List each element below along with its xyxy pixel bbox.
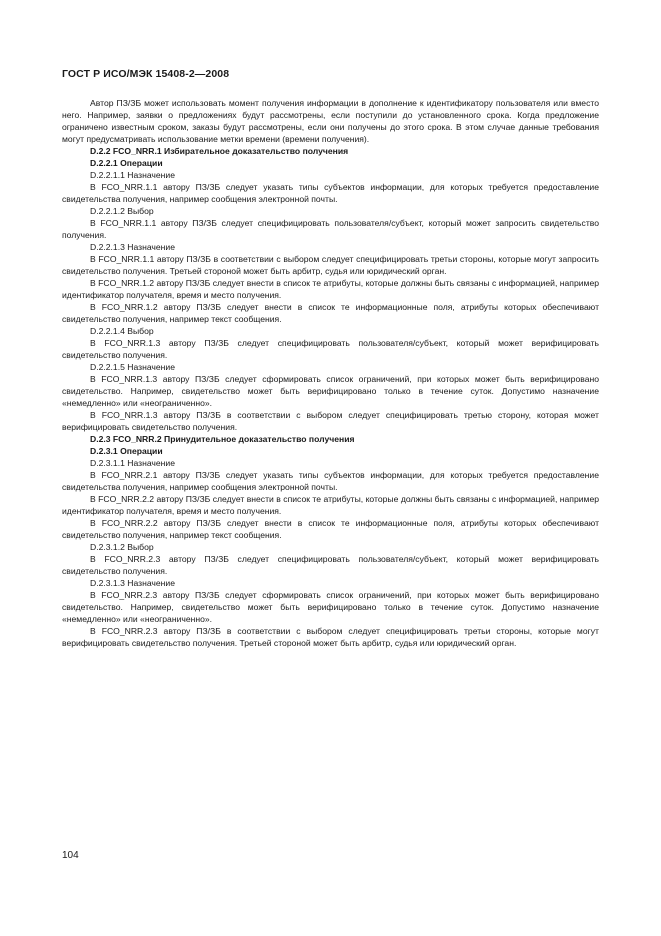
paragraph-intro: Автор ПЗ/ЗБ может использовать момент получения информации в дополнение к идентификатору пользователя или вместо него. Например, заявки о предложениях будут рассмотрены, если поступили до установленного срока. Когда предложение ограничено известным сроком, заказы будут рассмотрены, если они получены до этого срока. В этом случае данные требования могут предусматривать использование метки времени (времени получения). [62, 98, 599, 144]
paragraph: В FCO_NRR.1.1 автору ПЗ/ЗБ следует специфицировать пользователя/субъект, который может запросить свидетельство получения. [62, 218, 599, 240]
paragraph: В FCO_NRR.2.2 автору ПЗ/ЗБ следует внести в список те атрибуты, которые должны быть связаны с информацией, например идентификатор получателя, время и место получения. [62, 494, 599, 516]
item-heading-d-2-2-1-1: D.2.2.1.1 Назначение [90, 170, 176, 180]
paragraph: В FCO_NRR.1.1 автору ПЗ/ЗБ следует указать типы субъектов информации, для которых требуется предоставление свидетельства получения, например сообщения электронной почты. [62, 182, 599, 204]
item-heading-d-2-3-1-1: D.2.3.1.1 Назначение [90, 458, 176, 468]
paragraph: В FCO_NRR.2.3 автору ПЗ/ЗБ следует специфицировать пользователя/субъект, который может верифицировать свидетельство получения. [62, 554, 599, 576]
document-body [62, 97, 599, 649]
paragraph: В FCO_NRR.1.2 автору ПЗ/ЗБ следует внести в список те атрибуты, которые должны быть связаны с информацией, например идентификатор получателя, время и место получения. [62, 278, 599, 300]
subsection-heading-d-2-3-1: D.2.3.1 Операции [90, 446, 163, 456]
paragraph: В FCO_NRR.2.3 автору ПЗ/ЗБ в соответствии с выбором следует специфицировать третьи стороны, которые могут верифицировать свидетельство получения. Третьей стороной может быть арбитр, судья или юридический орган. [62, 626, 599, 648]
item-heading-d-2-2-1-5: D.2.2.1.5 Назначение [90, 362, 176, 372]
item-heading-d-2-2-1-3: D.2.2.1.3 Назначение [90, 242, 176, 252]
section-heading-d-2-2: D.2.2 FCO_NRR.1 Избирательное доказательство получения [90, 146, 349, 156]
paragraph: В FCO_NRR.2.1 автору ПЗ/ЗБ следует указать типы субъектов информации, для которых требуется предоставление свидетельства получения, например сообщения электронной почты. [62, 470, 599, 492]
item-heading-d-2-3-1-3: D.2.3.1.3 Назначение [90, 578, 176, 588]
page-number: 104 [62, 850, 79, 861]
paragraph: В FCO_NRR.2.2 автору ПЗ/ЗБ следует внести в список те информационные поля, атрибуты которых обеспечивают свидетельство получения, например текст сообщения. [62, 518, 599, 540]
item-heading-d-2-2-1-2: D.2.2.1.2 Выбор [90, 206, 154, 216]
paragraph: В FCO_NRR.1.3 автору ПЗ/ЗБ в соответствии с выбором следует специфицировать третью сторону, которая может верифицировать свидетельство получения. [62, 410, 599, 432]
section-heading-d-2-3: D.2.3 FCO_NRR.2 Принудительное доказательство получения [90, 434, 355, 444]
paragraph: В FCO_NRR.1.3 автору ПЗ/ЗБ следует специфицировать пользователя/субъект, который может верифицировать свидетельство получения. [62, 338, 599, 360]
paragraph: В FCO_NRR.1.1 автору ПЗ/ЗБ в соответствии с выбором следует специфицировать третьи стороны, которые могут запросить свидетельство получения. Третьей стороной может быть арбитр, судья или юридический орган. [62, 254, 599, 276]
paragraph: В FCO_NRR.2.3 автору ПЗ/ЗБ следует сформировать список ограничений, при которых может быть верифицировано свидетельство. Например, свидетельство может быть верифицировано только в течение суток. Допустимо назначение «немедленно» или «неограниченно». [62, 590, 599, 624]
subsection-heading-d-2-2-1: D.2.2.1 Операции [90, 158, 163, 168]
item-heading-d-2-2-1-4: D.2.2.1.4 Выбор [90, 326, 154, 336]
paragraph: В FCO_NRR.1.2 автору ПЗ/ЗБ следует внести в список те информационные поля, атрибуты которых обеспечивают свидетельство получения, например текст сообщения. [62, 302, 599, 324]
paragraph: В FCO_NRR.1.3 автору ПЗ/ЗБ следует сформировать список ограничений, при которых может быть верифицировано свидетельство. Например, свидетельство может быть верифицировано только в течение суток. Допустимо назначение «немедленно» или «неограниченно». [62, 374, 599, 408]
document-header: ГОСТ Р ИСО/МЭК 15408-2—2008 [62, 68, 230, 80]
item-heading-d-2-3-1-2: D.2.3.1.2 Выбор [90, 542, 154, 552]
